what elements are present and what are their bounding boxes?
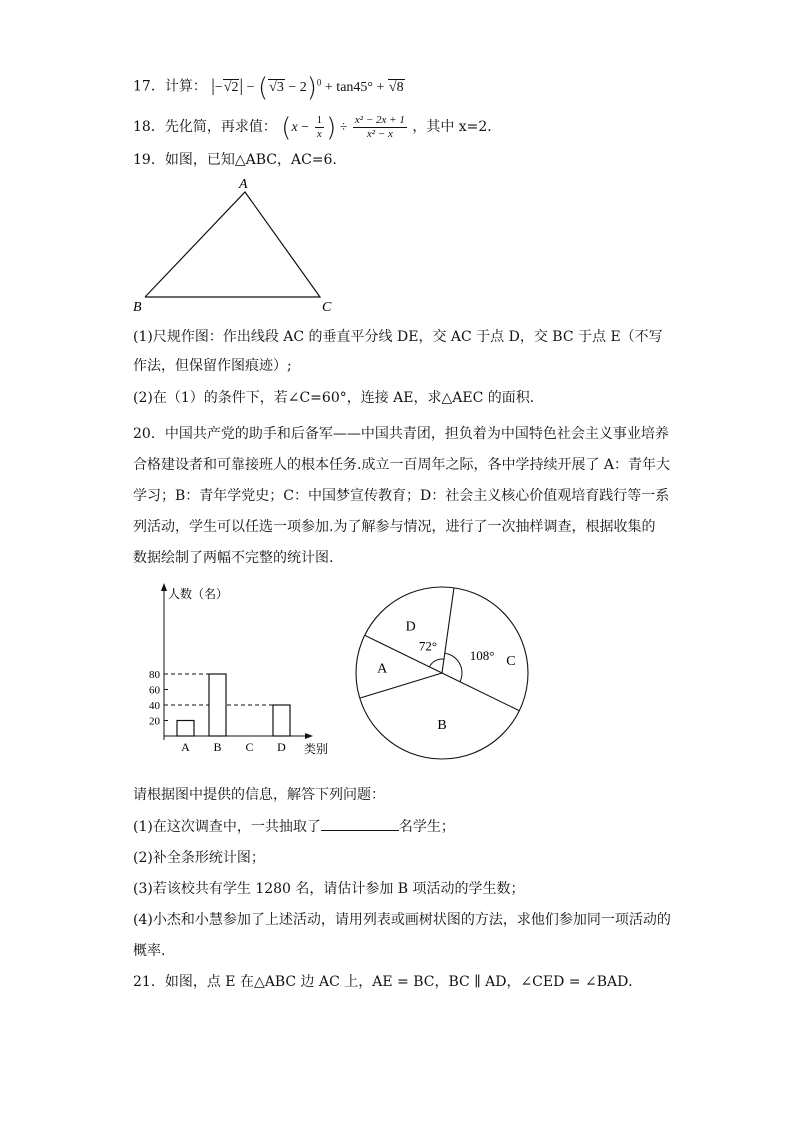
q18 xyxy=(133,110,501,145)
bar-chart xyxy=(140,580,355,760)
category-label-D: D xyxy=(277,740,286,754)
x-axis-arrow-icon xyxy=(305,733,313,739)
vertex-c-label: C xyxy=(322,300,332,315)
vertex-a-label: A xyxy=(239,177,248,192)
bar-chart-y-label: 人数（名） xyxy=(168,587,229,601)
q17 xyxy=(133,72,405,103)
q18-expression: (x − $\frac{1}{x}$ ) ÷ $\frac{\text{x² − 2x + 1}}{\text{x² − x}}$ xyxy=(281,112,405,143)
q20-line-1: 20．中国共产党的助手和后备军——中国共青团，担负着为中国特色社会主义事业培养 xyxy=(133,426,669,442)
category-label-A: A xyxy=(181,740,190,754)
q20-line-4: 列活动，学生可以任选一项参加.为了解参与情况，进行了一次抽样调查，根据收集的 xyxy=(133,519,656,535)
q20-line-2: 合格建设者和可靠接班人的根本任务.成立一百周年之际，各中学持续开展了 A：青年大 xyxy=(133,457,671,473)
q20-sub1: (1)在这次调查中，一共抽取了 名学生； xyxy=(133,816,455,837)
y-axis-arrow-icon xyxy=(161,583,167,591)
y-tick-label-20: 20 xyxy=(149,715,160,728)
angle-label-c: 108° xyxy=(469,648,495,664)
slice-label-C: C xyxy=(506,653,516,669)
q17-prompt: 计算： xyxy=(164,78,207,95)
y-tick-label-40: 40 xyxy=(149,700,160,712)
pie-boundary-4 xyxy=(360,673,442,698)
q20-sub2: (2)补全条形统计图； xyxy=(133,850,265,866)
q19-stem: 19．如图，已知△ABC，AC=6． xyxy=(133,152,347,168)
answer-blank xyxy=(321,816,399,831)
q20-sub3: (3)若该校共有学生 1280 名，请估计参加 B 项活动的学生数； xyxy=(133,881,525,897)
pie-boundary-3 xyxy=(442,673,519,711)
slice-label-A: A xyxy=(377,661,388,677)
slice-label-B: B xyxy=(437,718,447,733)
pie-chart xyxy=(350,578,535,763)
vertex-b-label: B xyxy=(133,300,142,315)
y-tick-label-60: 60 xyxy=(149,684,160,697)
y-tick-label-80: 80 xyxy=(149,669,160,681)
q18-prompt: 先化简，再求值： xyxy=(164,119,277,135)
q18-suffix: ，其中 x=2． xyxy=(412,119,502,135)
category-label-C: C xyxy=(245,740,254,754)
slice-label-D: D xyxy=(405,619,416,635)
q19-part1-line1: (1)尺规作图：作出线段 AC 的垂直平分线 DE，交 AC 于点 D，交 BC 于点 E（不写 xyxy=(133,329,663,345)
triangle-abc xyxy=(145,192,320,297)
q20-sub4-line1: (4)小杰和小慧参加了上述活动，请用列表或画树状图的方法，求他们参加同一项活动的 xyxy=(133,912,671,928)
bar-D xyxy=(273,705,290,736)
q17-number: 17． xyxy=(133,78,165,95)
angle-arc-d xyxy=(429,659,444,667)
pie-boundary-1 xyxy=(442,588,454,673)
q19-part2: (2)在（1）的条件下，若∠C=60°，连接 AE，求△AEC 的面积． xyxy=(133,390,544,406)
triangle-abc-figure xyxy=(125,172,355,322)
angle-label-d: 72° xyxy=(418,638,438,654)
bar-B xyxy=(209,674,226,736)
angle-arc-c xyxy=(445,653,462,682)
q19-part1-line2: 作法，但保留作图痕迹）; xyxy=(133,358,292,374)
q20-prompt: 请根据图中提供的信息，解答下列问题： xyxy=(133,787,385,803)
q21: 21．如图，点 E 在△ABC 边 AC 上，AE = BC，BC ∥ AD，∠CED = ∠BAD． xyxy=(133,974,643,990)
bar-chart-x-label: 类别 xyxy=(304,742,329,756)
q18-number: 18． xyxy=(133,119,165,135)
q20-sub4-line2: 概率. xyxy=(133,943,166,959)
q20-line-3: 学习；B：青年学党史；C：中国梦宣传教育；D：社会主义核心价值观培育践行等一系 xyxy=(133,488,670,504)
category-label-B: B xyxy=(213,740,222,754)
q20-line-5: 数据绘制了两幅不完整的统计图. xyxy=(133,550,334,566)
bar-A xyxy=(177,721,194,737)
q17-expression: $|-√2| - (√3 - 2)^0 + \tan 45^\circ + √8$ xyxy=(211,72,404,103)
